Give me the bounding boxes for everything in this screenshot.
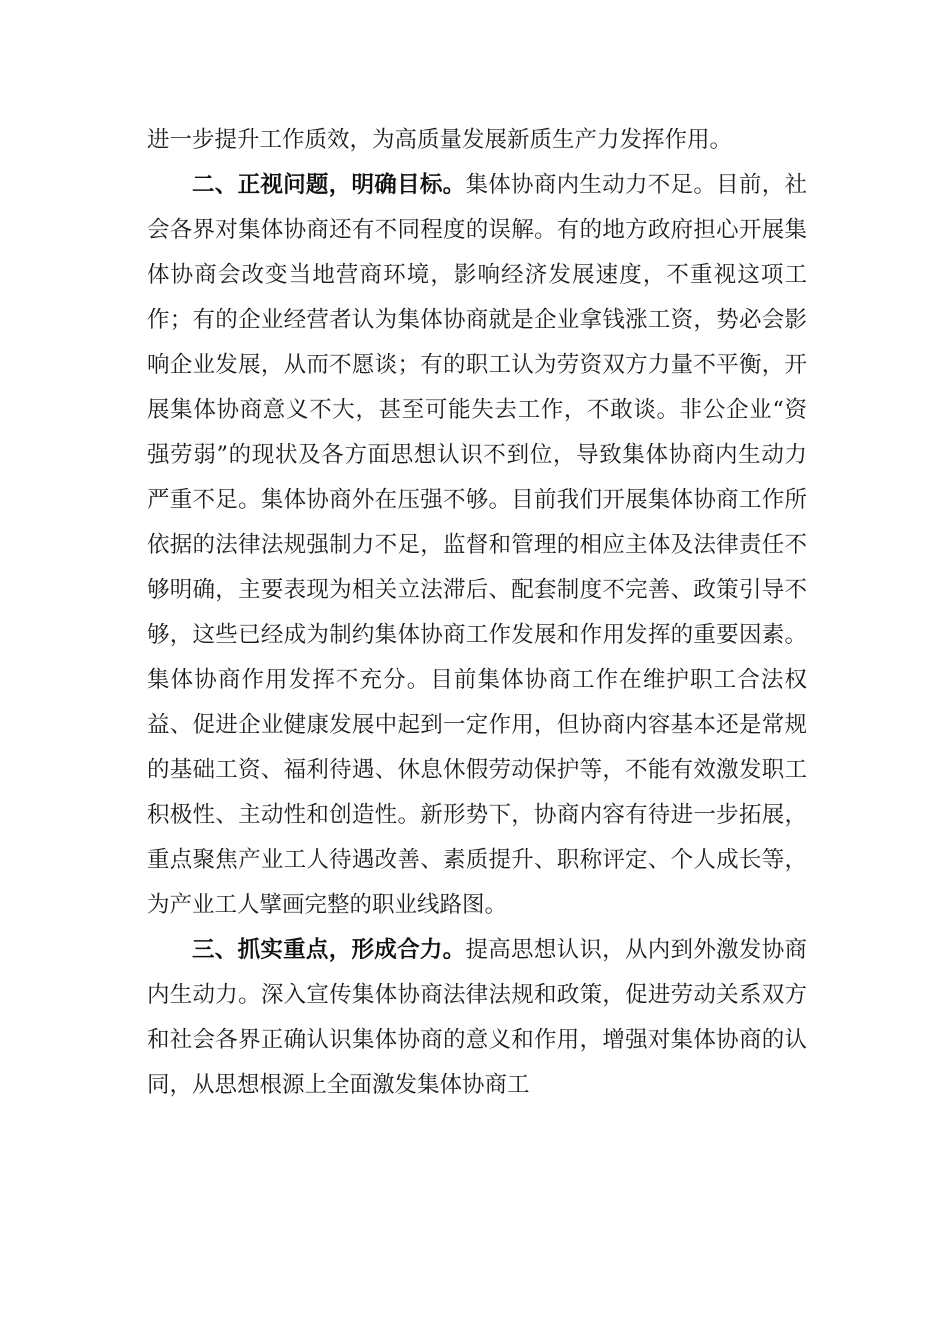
section-heading: 二、正视问题，明确目标。: [192, 172, 466, 198]
section-heading: 三、抓实重点，形成合力。: [192, 937, 466, 963]
document-body: [147, 118, 807, 1108]
paragraph-text: 集体协商内生动力不足。目前，社会各界对集体协商还有不同程度的误解。有的地方政府担心开展集体协商会改变当地营商环境，影响经济发展速度，不重视这项工作；有的企业经营者认为集体协商就是企业拿钱涨工资，势必会影响企业发展，从而不愿谈；有的职工认为劳资双方力量不平衡，开展集体协商意义不大，甚至可能失去工作，不敢谈。非公企业“资强劳弱”的现状及各方面思想认识不到位，导致集体协商内生动力严重不足。集体协商外在压强不够。目前我们开展集体协商工作所依据的法律法规强制力不足，监督和管理的相应主体及法律责任不够明确，主要表现为相关立法滞后、配套制度不完善、政策引导不够，这些已经成为制约集体协商工作发展和作用发挥的重要因素。集体协商作用发挥不充分。目前集体协商工作在维护职工合法权益、促进企业健康发展中起到一定作用，但协商内容基本还是常规的基础工资、福利待遇、休息休假劳动保护等，不能有效激发职工积极性、主动性和创造性。新形势下，协商内容有待进一步拓展，重点聚焦产业工人待遇改善、素质提升、职称评定、个人成长等，为产业工人擘画完整的职业线路图。: [147, 172, 807, 918]
paragraph-section-three: [147, 928, 807, 1108]
paragraph-section-two: [147, 163, 807, 928]
paragraph-text: 提高思想认识，从内到外激发协商内生动力。深入宣传集体协商法律法规和政策，促进劳动关系双方和社会各界正确认识集体协商的意义和作用，增强对集体协商的认同，从思想根源上全面激发集体协商工: [147, 937, 807, 1098]
paragraph-continuation: [147, 118, 807, 163]
paragraph-text: 进一步提升工作质效，为高质量发展新质生产力发挥作用。: [147, 127, 733, 153]
